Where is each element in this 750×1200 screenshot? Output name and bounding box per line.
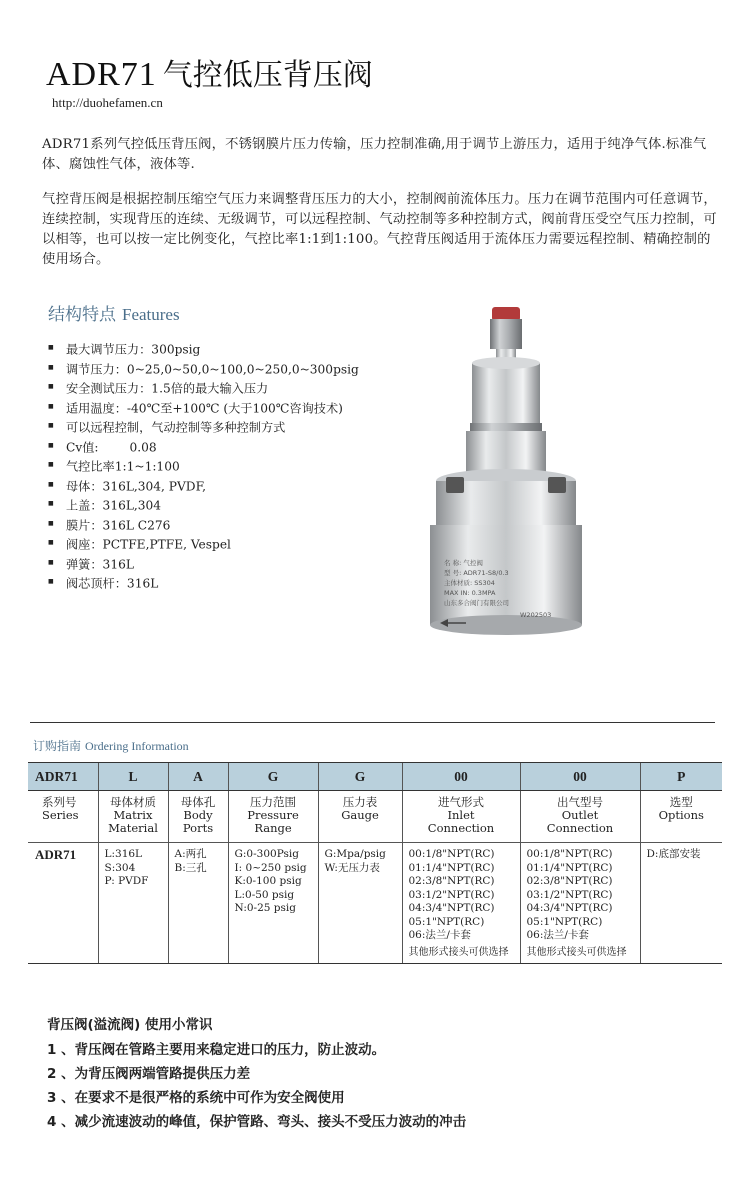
section-divider: [30, 722, 715, 723]
features-list: [48, 340, 359, 594]
feature-item: ■ 适用温度：-40℃至+100℃ (大于100℃咨询技术): [48, 399, 359, 419]
options-material: L:316L S:304 P: PVDF: [98, 843, 168, 964]
options-gauge: G:Mpa/psig W:无压力表: [318, 843, 402, 964]
label-gauge: 压力表 Gauge: [318, 791, 402, 843]
feature-item: ■ 阀芯顶杆：316L: [48, 574, 359, 594]
page-title: [46, 50, 373, 94]
code-inlet: 00: [402, 763, 520, 791]
label-series: 系列号 Series: [28, 791, 98, 843]
model-number: ADR71: [46, 56, 157, 93]
label-pressure: 压力范围 Pressure Range: [228, 791, 318, 843]
feature-item: ■ 上盖：316L,304: [48, 496, 359, 516]
svg-text:型 号: ADR71-S8/0.3: 型 号: ADR71-S8/0.3: [444, 569, 509, 577]
ordering-heading-cn: 订购指南: [33, 739, 82, 753]
label-ports: 母体孔 Body Ports: [168, 791, 228, 843]
ordering-options-row: [28, 843, 722, 964]
feature-item: ■ 安全测试压力：1.5倍的最大输入压力: [48, 379, 359, 399]
website-link[interactable]: http://duohefamen.cn: [52, 95, 163, 110]
code-series: ADR71: [28, 763, 98, 791]
svg-text:W202503: W202503: [520, 611, 552, 619]
options-outlet: 00:1/8"NPT(RC) 01:1/4"NPT(RC) 02:3/8"NPT(RC) 03:1/2"NPT(RC) 04:3/4"NPT(RC) 05:1"NPT(RC) 06:法兰/卡套 其他形式接头可供选择: [520, 843, 640, 964]
feature-item: ■ 弹簧：316L: [48, 555, 359, 575]
feature-item: ■ 可以远程控制，气动控制等多种控制方式: [48, 418, 359, 438]
intro-paragraph-1: ADR71系列气控低压背压阀，不锈钢膜片压力传输，压力控制准确,用于调节上游压力，适用于纯净气体.标准气体、腐蚀性气体，液体等.: [42, 137, 707, 172]
tip-item: 1 、背压阀在管路主要用来稳定进口的压力，防止波动。: [47, 1042, 386, 1058]
tips-list: [47, 1038, 466, 1134]
options-pressure: G:0-300Psig I: 0~250 psig K:0-100 psig L:0-50 psig N:0-25 psig: [228, 843, 318, 964]
svg-text:名 称: 气控阀: 名 称: 气控阀: [444, 559, 483, 567]
ordering-heading-en: Ordering Information: [85, 739, 189, 753]
tip-item: 2 、为背压阀两端管路提供压力差: [47, 1066, 251, 1082]
code-options: P: [640, 763, 722, 791]
feature-item: ■ 阀座：PCTFE,PTFE, Vespel: [48, 535, 359, 555]
features-heading-en: Features: [122, 305, 180, 324]
svg-text:MAX IN: 0.3MPA: MAX IN: 0.3MPA: [444, 589, 496, 597]
feature-item: ■ 调节压力：0~25,0~50,0~100,0~250,0~300psig: [48, 360, 359, 380]
label-options: 选型 Options: [640, 791, 722, 843]
ordering-label-row: [28, 791, 722, 843]
options-options: D:底部安装: [640, 843, 722, 964]
features-heading-cn: 结构特点: [48, 305, 116, 325]
feature-item: ■ 膜片：316L C276: [48, 516, 359, 536]
features-heading: [48, 300, 180, 325]
code-outlet: 00: [520, 763, 640, 791]
options-ports: A:两孔 B:三孔: [168, 843, 228, 964]
label-material: 母体材质 Matrix Material: [98, 791, 168, 843]
tip-item: 3 、在要求不是很严格的系统中可作为安全阀使用: [47, 1090, 345, 1106]
ordering-table: [28, 762, 722, 964]
inlet-note: 其他形式接头可供选择: [408, 946, 509, 958]
tip-item: 4 、减少流速波动的峰值，保护管路、弯头、接头不受压力波动的冲击: [47, 1114, 467, 1130]
feature-item: ■ 最大调节压力：300psig: [48, 340, 359, 360]
code-material: L: [98, 763, 168, 791]
product-photo: [410, 305, 610, 650]
tips-title: 背压阀(溢流阀) 使用小常识: [47, 1017, 213, 1033]
ordering-code-row: [28, 763, 722, 791]
outlet-note: 其他形式接头可供选择: [526, 946, 627, 958]
label-inlet: 进气形式 Inlet Connection: [402, 791, 520, 843]
svg-text:山东多合阀门有限公司: 山东多合阀门有限公司: [444, 599, 509, 607]
feature-item: ■ Cv值: 0.08: [48, 438, 359, 458]
feature-item: ■ 母体：316L,304, PVDF,: [48, 477, 359, 497]
ordering-heading: [33, 737, 189, 754]
svg-text:主体材质: SS304: 主体材质: SS304: [444, 579, 495, 587]
code-pressure: G: [228, 763, 318, 791]
label-outlet: 出气型号 Outlet Connection: [520, 791, 640, 843]
code-ports: A: [168, 763, 228, 791]
options-inlet: 00:1/8"NPT(RC) 01:1/4"NPT(RC) 02:3/8"NPT(RC) 03:1/2"NPT(RC) 04:3/4"NPT(RC) 05:1"NPT(RC) 06:法兰/卡套 其他形式接头可供选择: [402, 843, 520, 964]
product-name: 气控低压背压阀: [162, 58, 373, 93]
intro-paragraph-2: 气控背压阀是根据控制压缩空气压力来调整背压压力的大小，控制阀前流体压力。压力在调节范围内可任意调节，连续控制，实现背压的连续、无级调节，可以远程控制、气动控制等多种控制方式，阀前背压受空气压力控制，可以相等，也可以按一定比例变化，气控比率1:1到1:100。气控背压阀适用于流体压力需要远程控制、精确控制的使用场合。: [42, 192, 717, 267]
red-cap: [492, 307, 520, 321]
feature-item: ■ 气控比率1:1~1:100: [48, 457, 359, 477]
code-gauge: G: [318, 763, 402, 791]
options-series: ADR71: [28, 843, 98, 964]
